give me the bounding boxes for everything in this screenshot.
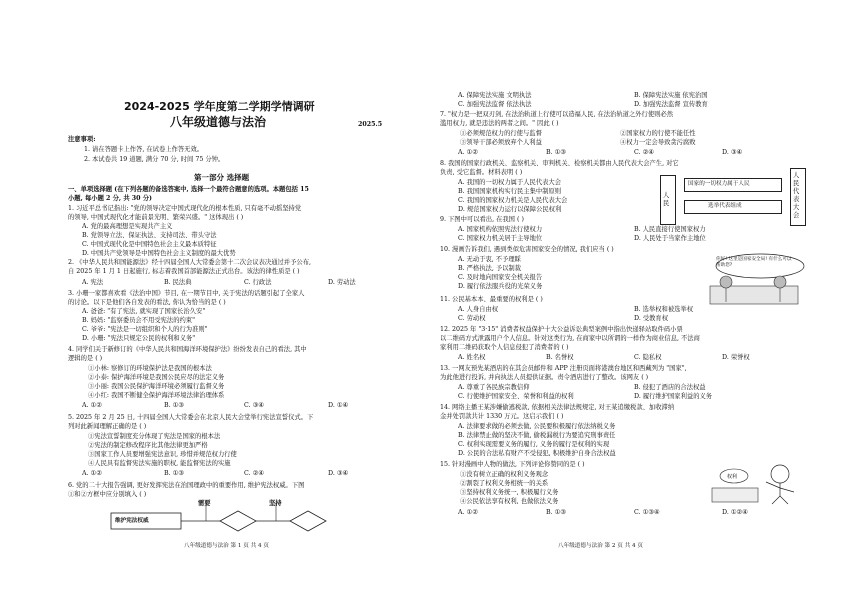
question-stem: 逻辑的是 ( ) bbox=[68, 355, 103, 362]
notice-title: 注意事项: bbox=[68, 136, 96, 143]
question-stem: 以二维码方式泄露用户个人信息。针对这类行为, 在商家中以所谓的一样作为商业信息, 不法商 bbox=[440, 335, 700, 342]
question-stem: 的讨论。以下是他们各自发表的看法, 你认为恰当的是 ( ) bbox=[68, 299, 226, 306]
section-desc: 小题, 每小题 2 分, 共 30 分) bbox=[68, 195, 153, 202]
question-stem: 家利用二维码获取个人信息侵犯了消费者的 ( ) bbox=[440, 344, 569, 351]
statement: ②国家权力的行使不能任性 bbox=[620, 130, 696, 137]
option: B. 名誉权 bbox=[546, 354, 574, 361]
option: A. 国家机构依照宪法行使权力 bbox=[458, 226, 543, 233]
option: D. ③④ bbox=[722, 149, 743, 156]
statement: ④小红: 我国不断健全保护海洋环境法律治理体系 bbox=[88, 392, 225, 399]
option: D. 加强宪法监督 宣传教育 bbox=[634, 101, 708, 108]
part1-title: 第一部分 选择题 bbox=[194, 173, 250, 182]
option: B. ①③ bbox=[164, 470, 184, 477]
q6-diagram-label: 需要 bbox=[198, 500, 211, 507]
q6-flow-diagram bbox=[110, 499, 410, 539]
q6-diagram-box: 维护宪法权威 bbox=[115, 518, 149, 524]
option: D. ①②④ bbox=[722, 509, 748, 516]
question-stem: 15. 针对漫画中人物的做法, 下列评论你赞同的是 ( ) bbox=[440, 461, 585, 468]
statement: ④公民依法享有权利, 也做依法义务 bbox=[460, 498, 559, 505]
option: A. ①② bbox=[458, 149, 478, 156]
statement: ①宪法宣誓制度充分体现了宪法是国家的根本法 bbox=[88, 433, 221, 440]
option: D. 受教育权 bbox=[634, 315, 669, 322]
option: D. 荣誉权 bbox=[722, 354, 750, 361]
option: B. 人民直接行使国家权力 bbox=[634, 226, 706, 233]
option: C. 权利实现需要义务的履行, 义务的履行是权利的实现 bbox=[458, 441, 610, 448]
question-stem: 1. 习近平总书记指出: "党的领导决定中国式现代化的根本性质, 只有毫不动摇坚持党 bbox=[68, 205, 302, 212]
option: C. 我国的国家权力机关是人民代表大会 bbox=[458, 197, 568, 204]
page-footer: 八年级道德与法治 第 2 页 共 4 页 bbox=[558, 543, 643, 549]
option: D. 规范国家权力运行以保障公民权利 bbox=[458, 206, 562, 213]
statement: ③领导干部必须放弃个人利益 bbox=[460, 139, 542, 146]
statement: ③小丽: 我国公民保护海洋环境必须履行监督义务 bbox=[88, 383, 225, 390]
option: C. 行使维护国家安全、荣誉和利益的权利 bbox=[458, 393, 574, 400]
question-stem: 列对此新闻理解正确的是 ( ) bbox=[68, 423, 147, 430]
option: D. 履行依法服兵役的光荣义务 bbox=[458, 283, 543, 290]
statement: ②宪法的制定修改程序比其他法律更加严格 bbox=[88, 442, 208, 449]
option: C. 国家权力机关居于主导地位 bbox=[458, 235, 543, 242]
question-stem: 5. 2025 年 2 月 25 日, 十四届全国人大常委会在北京人民大会堂举行宪法宣誓仪式。下 bbox=[68, 414, 314, 421]
option: C. ②④ bbox=[244, 470, 264, 477]
question-stem: 6. 党的二十大报告强调, 更好发挥宪法在治国理政中的重要作用, 维护宪法权威。下图 bbox=[68, 482, 305, 489]
option: D. 公民的合法私有财产不受侵犯, 积极维护自身合法权益 bbox=[458, 450, 616, 457]
question-stem: 金并处罚款共计 1330 万元。这启示我们 ( ) bbox=[440, 413, 564, 420]
option: B. 保障宪法实施 依宪治国 bbox=[634, 92, 708, 99]
question-stem: 滥用权力, 就是违法的两者之间。" 因此 ( ) bbox=[440, 120, 559, 127]
option: A. 姓名权 bbox=[458, 354, 486, 361]
notice-item: 2. 本试卷共 19 道题, 满分 70 分, 时间 75 分钟。 bbox=[84, 156, 225, 163]
option: A. ①② bbox=[82, 470, 102, 477]
question-stem: 4. 同学们关于新修订的《中华人民共和国海洋环境保护法》纷纷发表自己的看法, 其中 bbox=[68, 346, 307, 353]
question-stem: 8. 我国的国家行政机关、监察机关、审判机关、检察机关都由人民代表大会产生, 对它 bbox=[440, 160, 679, 167]
option: C. 行政法 bbox=[244, 279, 272, 286]
page-1 bbox=[66, 0, 411, 608]
question-stem: 为此他进行投诉, 并向执法人员提供证据。责令酒店进行了整改。该网友 ( ) bbox=[440, 374, 649, 381]
question-stem: 自 2025 年 1 月 1 日起施行, 标志着我国首部能源法正式出台。该法的律性质是 ( ) bbox=[68, 268, 300, 275]
option: B. 民法典 bbox=[164, 279, 192, 286]
option: B. 妈妈: "监察委员会不用受宪法的约束" bbox=[82, 317, 195, 324]
option: A. ①② bbox=[458, 509, 478, 516]
q15-cartoon-label: 权利 bbox=[727, 474, 738, 480]
diagram-label: 人民 bbox=[663, 192, 670, 207]
question-stem: 14. 网络主播王某涉嫌偷逃税款, 依据相关法律法规规定, 对王某追缴税款、加收滞纳 bbox=[440, 404, 675, 411]
exam-title: 2024-2025 学年度第二学期学情调研 bbox=[124, 100, 315, 113]
option: B. ①③ bbox=[546, 149, 566, 156]
statement: ②小泰: 保护海洋环境是我国公民应尽的法定义务 bbox=[88, 374, 225, 381]
option: B. 我国国家机构实行民主集中制原则 bbox=[458, 188, 562, 195]
question-stem: 12. 2025 年 "3·15" 消费者权益保护十大公益诉讼典型案例中指出快递驿站取件码小票 bbox=[440, 326, 683, 333]
option: C. 隐私权 bbox=[634, 354, 662, 361]
notice-item: 1. 请在答题卡上作答, 在试卷上作答无效。 bbox=[84, 146, 204, 153]
option: C. 爷爷: "宪法是一切组织和个人的行为准则" bbox=[82, 326, 208, 333]
option: C. ②④ bbox=[634, 149, 654, 156]
statement: ④权力一定会导致贪污腐败 bbox=[620, 139, 696, 146]
exam-date: 2025.5 bbox=[358, 121, 383, 128]
option: D. 小珊: "宪法只规定公民的权利和义务" bbox=[82, 335, 196, 342]
statement: ④人民具有监督宪法实施的职权, 能监督宪法的实施 bbox=[88, 460, 231, 467]
page-2 bbox=[438, 0, 810, 608]
option: D. 履行维护国家利益的义务 bbox=[634, 393, 713, 400]
option: D. ①④ bbox=[328, 402, 349, 409]
question-stem: ①和②方框中应分别填入 ( ) bbox=[68, 491, 147, 498]
option: C. 劳动权 bbox=[458, 315, 486, 322]
option: A. 人身自由权 bbox=[458, 306, 499, 313]
option: D. ③④ bbox=[328, 470, 349, 477]
question-stem: 11. 公民基本本、最重要的权利是 ( ) bbox=[440, 296, 543, 303]
option: A. 爸爸: "有了宪法, 就实现了国家长治久安" bbox=[82, 308, 206, 315]
q15-cartoon-image bbox=[706, 462, 806, 506]
diagram-label: 选举代表组成 bbox=[708, 203, 742, 209]
option: D. 中国共产党领导是中国特色社会主义制度的最大优势 bbox=[82, 250, 236, 257]
option: A. 无动于衷, 不予理睬 bbox=[458, 256, 521, 263]
option: B. ①③ bbox=[164, 402, 184, 409]
option: A. 宪法 bbox=[82, 279, 104, 286]
question-stem: 7. "权力是一把双刃剑, 在法治轨道上行使可以造福人民, 在法治轨道之外行使则必然 bbox=[440, 111, 674, 118]
option: B. 严格执法, 予以制裁 bbox=[458, 265, 522, 272]
statement: ②割裂了权利义务相统一的关系 bbox=[460, 480, 549, 487]
option: B. ①③ bbox=[546, 509, 566, 516]
question-stem: 负责, 受它监督。材料表明 ( ) bbox=[440, 169, 523, 176]
option: D. 劳动法 bbox=[328, 279, 356, 286]
question-stem: 13. 一网友预先某酒店的在其会员邮件和 APP 注册页面将港澳台地区和西藏列为 "国家", bbox=[440, 365, 687, 372]
option: C. 中国式现代化是中国特色社会主义最本质特征 bbox=[82, 241, 217, 248]
option: A. 保障宪法实施 文明执法 bbox=[458, 92, 532, 99]
option: C. ③④ bbox=[244, 402, 264, 409]
option: C. 加强宪法监督 依法执法 bbox=[458, 101, 532, 108]
option: D. 人民处于当家作主地位 bbox=[634, 235, 706, 242]
option: B. 法律禁止做的坚决不做, 偷税漏税行为要追究刑事责任 bbox=[458, 432, 616, 439]
option: C. 及时地向国家安全机关报告 bbox=[458, 274, 543, 281]
exam-subject: 八年级道德与法治 bbox=[170, 115, 267, 129]
statement: ③坚持权利义务统一, 积极履行义务 bbox=[460, 489, 559, 496]
statement: ③国家工作人员要增强宪法意识, 珍惜并规范权力行使 bbox=[88, 451, 237, 458]
option: C. ①③④ bbox=[634, 509, 660, 516]
statement: ①没有树立正确的权利义务观念 bbox=[460, 471, 549, 478]
option: A. 我国的一切权力属于人民代表大会 bbox=[458, 179, 562, 186]
option: A. 尊重了各民族宗教信仰 bbox=[458, 384, 530, 391]
option: A. 党的最高理想是实现共产主义 bbox=[82, 223, 173, 230]
option: A. ①② bbox=[82, 402, 102, 409]
option: B. 党领导立法、保证执法、支持司法、带头守法 bbox=[82, 232, 217, 239]
option: B. 侵犯了酒店的合法权益 bbox=[634, 384, 706, 391]
diagram-label: 国家的一切权力属于人民 bbox=[688, 181, 750, 187]
q6-diagram-label: 坚持 bbox=[269, 500, 282, 507]
question-stem: 的领导, 中国式现代化才能前景光明、繁荣兴盛。" 这体现出 ( ) bbox=[68, 214, 244, 221]
question-stem: 3. 小珊一家都喜欢看《法治中国》节目, 在一期节目中, 关于宪法的话题引起了全家人 bbox=[68, 290, 305, 297]
q10-speech-bubble: 你好! 这里是国家安全局! 有什么可以帮助您? bbox=[716, 257, 792, 268]
question-stem: 9. 下图中可以看出, 在我国 ( ) bbox=[440, 216, 524, 223]
question-stem: 10. 漫画告诉我们, 遇到类似危害国家安全的情况, 我们应当 ( ) bbox=[440, 246, 614, 253]
statement: ①必须规范权力的行使与监督 bbox=[460, 130, 542, 137]
question-stem: 2. 《中华人民共和国能源法》经十四届全国人大常委会第十二次会议表决通过并予公布, bbox=[68, 259, 311, 266]
section-desc: 一、单项选择题 (在下列各题的备选答案中, 选择一个最符合题意的选项。本题包括 15 bbox=[68, 186, 309, 193]
option: A. 法律要求做的必须去做, 公民要积极履行依法纳税义务 bbox=[458, 423, 616, 430]
diagram-label: 人民代表大会 bbox=[793, 172, 800, 219]
statement: ①小林: 察修订的环境保护法是我国的根本法 bbox=[88, 365, 212, 372]
option: B. 选举权和被选举权 bbox=[634, 306, 694, 313]
page-footer: 八年级道德与法治 第 1 页 共 4 页 bbox=[184, 543, 269, 549]
